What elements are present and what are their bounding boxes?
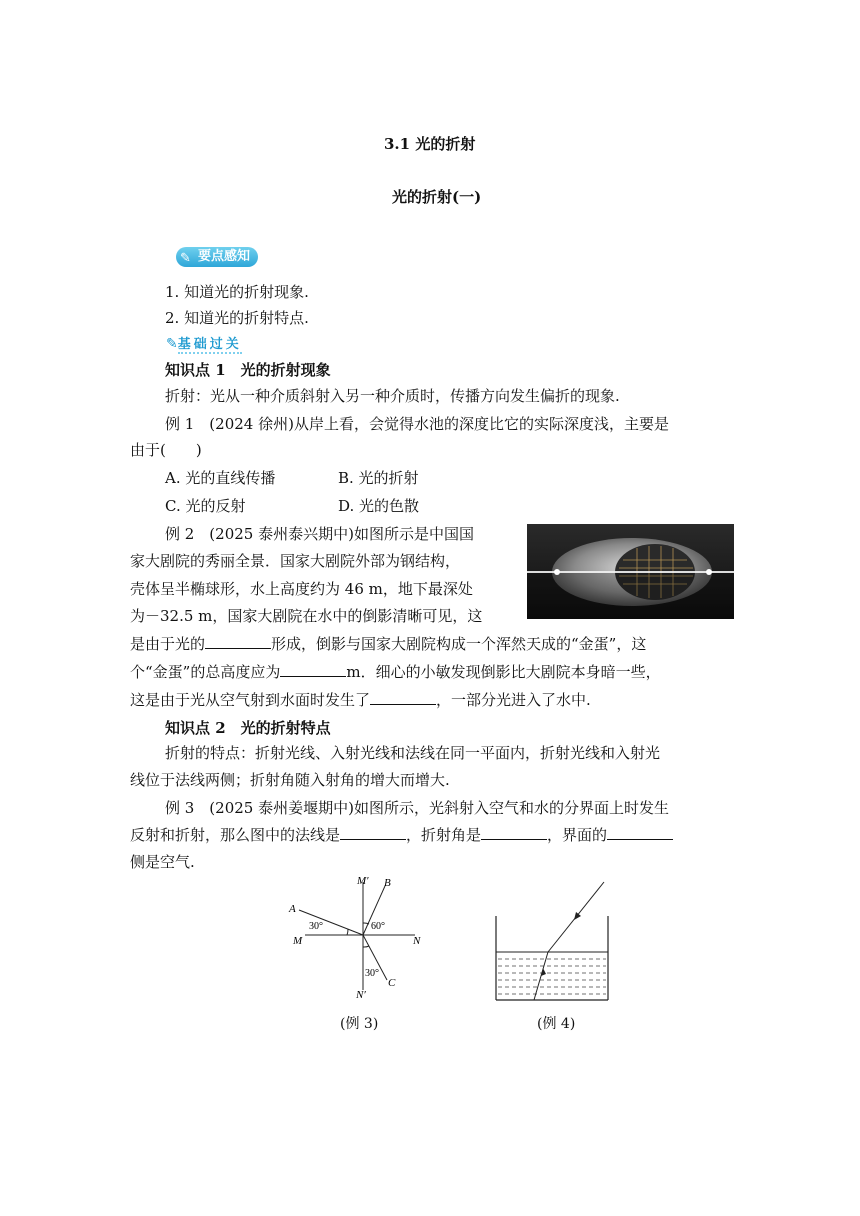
ex2-line6-b: m．细心的小敏发现倒影比大剧院本身暗一些， (346, 663, 661, 681)
kp2-line1: 折射的特点：折射光线、入射光线和法线在同一平面内，折射光线和入射光 (165, 744, 661, 762)
figure-3-diagram (285, 872, 435, 1002)
ex2-line7 (130, 687, 591, 713)
answer-blank[interactable] (340, 825, 406, 840)
answer-blank[interactable] (280, 662, 346, 677)
national-theater-photo (527, 524, 734, 619)
ex1-option-c: C. 光的反射 (165, 497, 246, 515)
kp1-definition: 折射：光从一种介质斜射入另一种介质时，传播方向发生偏折的现象. (165, 387, 620, 405)
answer-blank[interactable] (481, 825, 547, 840)
key-points-badge (176, 247, 258, 267)
label-angle-30-bottom: 30° (365, 968, 379, 979)
water-hatching (498, 959, 606, 994)
label-c: C (388, 977, 396, 989)
ex1-line1: 例 1 (2024 徐州)从岸上看，会觉得水池的深度比它的实际深度浅，主要是 (165, 415, 669, 433)
ex1-option-d: D. 光的色散 (338, 497, 420, 515)
ex3-line2-a: 反射和折射，那么图中的法线是 (130, 826, 341, 844)
ex3-line2-b: ，折射角是 (406, 826, 482, 844)
figure-3-caption: (例 3) (340, 1016, 379, 1032)
kp1-title: 知识点 1 光的折射现象 (165, 361, 331, 379)
ex3-line2-c: ，界面的 (547, 826, 608, 844)
ex1-option-a: A. 光的直线传播 (165, 469, 276, 487)
ex3-line1: 例 3 (2025 泰州姜堰期中)如图所示，光斜射入空气和水的分界面上时发生 (165, 799, 669, 817)
answer-blank[interactable] (205, 634, 271, 649)
ex3-line3: 侧是空气. (130, 853, 195, 871)
section-title: 3.1 光的折射 (384, 135, 476, 153)
ex2-line2: 家大剧院的秀丽全景．国家大剧院外部为钢结构， (130, 552, 461, 570)
ex1-option-b: B. 光的折射 (338, 469, 419, 487)
figure-4-diagram (488, 876, 618, 1004)
basics-badge (166, 333, 242, 352)
label-b: B (384, 877, 391, 889)
pencil-icon: ✎ (166, 336, 178, 352)
ex3-line2 (130, 822, 673, 848)
label-m: M (293, 935, 303, 947)
ex2-line5-b: 形成，倒影与国家大剧院构成一个浑然天成的“金蛋”，这 (271, 635, 647, 653)
key-points-label: 要点感知 (198, 249, 251, 264)
answer-blank[interactable] (370, 690, 436, 705)
arrow-head-incident (574, 912, 581, 920)
ex1-line2: 由于( ) (130, 441, 202, 459)
objective-2: 2. 知道光的折射特点. (165, 309, 309, 327)
lesson-title: 光的折射(一) (392, 188, 482, 206)
basics-label: 基础过关 (177, 337, 242, 352)
pin-icon: ✎ (180, 251, 191, 266)
ex2-line7-b: ，一部分光进入了水中. (436, 691, 591, 709)
ex2-line6-a: 个“金蛋”的总高度应为 (130, 663, 281, 681)
label-n: N (413, 935, 421, 947)
ex2-line1: 例 2 (2025 泰州泰兴期中)如图所示是中国国 (165, 525, 474, 543)
ex2-line6 (130, 659, 661, 685)
label-n-prime: N′ (356, 989, 366, 1001)
ex2-line3: 壳体呈半椭球形，水上高度约为 46 m，地下最深处 (130, 580, 473, 598)
label-m-prime: M′ (357, 875, 369, 887)
figure-4-caption: (例 4) (537, 1016, 576, 1032)
ex2-line5-a: 是由于光的 (130, 635, 206, 653)
label-angle-30-top: 30° (309, 921, 323, 932)
ex2-line4: 为－32.5 m，国家大剧院在水中的倒影清晰可见，这 (130, 607, 483, 625)
kp2-title: 知识点 2 光的折射特点 (165, 719, 331, 737)
kp2-line2: 线位于法线两侧；折射角随入射角的增大而增大. (130, 771, 450, 789)
label-a: A (289, 903, 296, 915)
ex2-line5 (130, 631, 646, 657)
ex2-line7-a: 这是由于光从空气射到水面时发生了 (130, 691, 371, 709)
answer-blank[interactable] (607, 825, 673, 840)
label-angle-60: 60° (371, 921, 385, 932)
objective-1: 1. 知道光的折射现象. (165, 283, 309, 301)
